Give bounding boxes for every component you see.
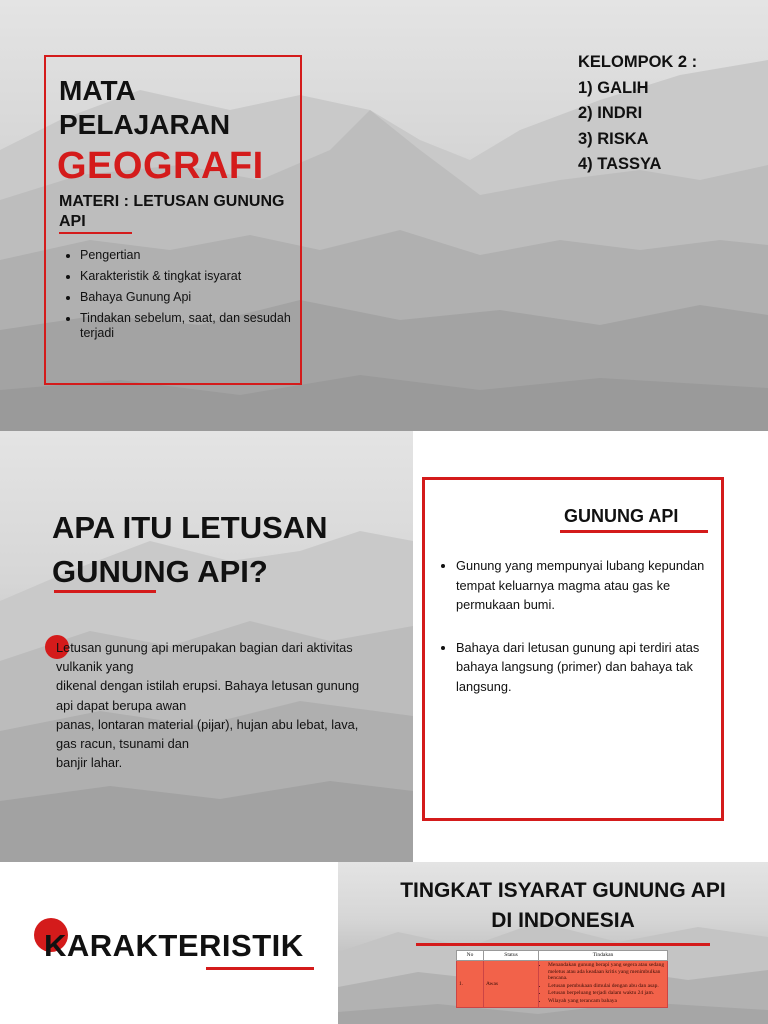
- table-cell-no: 1.: [457, 961, 484, 1008]
- paragraph-line: banjir lahar.: [56, 755, 123, 771]
- isyarat-heading-underline: [416, 943, 710, 946]
- table-cell-status: Awas: [484, 961, 539, 1008]
- title-line-2: PELAJARAN: [59, 109, 231, 140]
- subject-title: GEOGRAFI: [57, 145, 264, 187]
- list-item: • Letusan berpeluang terjadi dalam waktu 24 jam.: [548, 990, 665, 997]
- section-title-line-1: APA ITU LETUSAN: [52, 510, 328, 545]
- list-item: • Wilayah yang terancam bahaya: [548, 998, 665, 1005]
- status-table: [456, 950, 668, 1008]
- list-item: • Gunung yang mempunyai lubang kepundan tempat keluarnya magma atau gas ke permukaan bumi.: [456, 556, 736, 615]
- list-item: • Menandakan gunung berapi yang segera atau sedang meletus atau ada keadaan kritis yang menimbulkan bencana.: [548, 962, 665, 982]
- section-title-underline: [54, 590, 156, 593]
- karakteristik-underline: [206, 967, 314, 970]
- paragraph-line: panas, lontaran material (pijar), hujan abu lebat, lava, gas racun, tsunami dan: [56, 716, 359, 752]
- definition-paragraph: [56, 638, 376, 772]
- group-member: 1) GALIH: [578, 78, 649, 97]
- info-box-heading: GUNUNG API: [564, 506, 679, 526]
- info-box-list: [440, 556, 736, 719]
- group-info: [578, 50, 697, 178]
- section-title: [52, 506, 392, 594]
- list-item: • Karakteristik & tingkat isyarat: [80, 269, 300, 284]
- group-member: 2) INDRI: [578, 104, 643, 122]
- list-item: • Bahaya dari letusan gunung api terdiri atas bahaya langsung (primer) dan bahaya tak langsung.: [456, 638, 736, 697]
- page-title: [59, 74, 230, 142]
- group-member: 4) TASSYA: [578, 155, 662, 173]
- isyarat-heading: TINGKAT ISYARAT GUNUNG API DI INDONESIA: [400, 879, 726, 932]
- section-title-line-2: GUNUNG API?: [52, 554, 268, 589]
- table-header: Tindakan: [539, 951, 668, 961]
- table-header: Status: [484, 951, 539, 961]
- topic-list: [62, 248, 300, 347]
- list-item: • Pengertian: [80, 248, 300, 263]
- group-member: 3) RISKA: [578, 129, 649, 148]
- materi-label: MATERI : LETUSAN GUNUNG API: [59, 193, 285, 230]
- paragraph-line: Letusan gunung api merupakan bagian dari aktivitas vulkanik yang: [56, 640, 353, 675]
- table-cell-actions: [539, 961, 668, 1008]
- info-box-underline: [560, 530, 708, 533]
- table-row: [457, 961, 668, 1008]
- materi-underline: [59, 232, 132, 234]
- list-item: • Letusan pembukaan dimulai dengan abu dan asap.: [548, 983, 665, 990]
- list-item: • Bahaya Gunung Api: [80, 290, 300, 305]
- title-line-1: MATA: [59, 75, 136, 106]
- table-header: No: [457, 951, 484, 961]
- group-title: KELOMPOK 2 :: [578, 53, 698, 71]
- karakteristik-title: KARAKTERISTIK: [44, 928, 304, 963]
- paragraph-line: dikenal dengan istilah erupsi. Bahaya letusan gunung api dapat berupa awan: [56, 678, 360, 713]
- list-item: • Tindakan sebelum, saat, dan sesudah terjadi: [80, 311, 300, 341]
